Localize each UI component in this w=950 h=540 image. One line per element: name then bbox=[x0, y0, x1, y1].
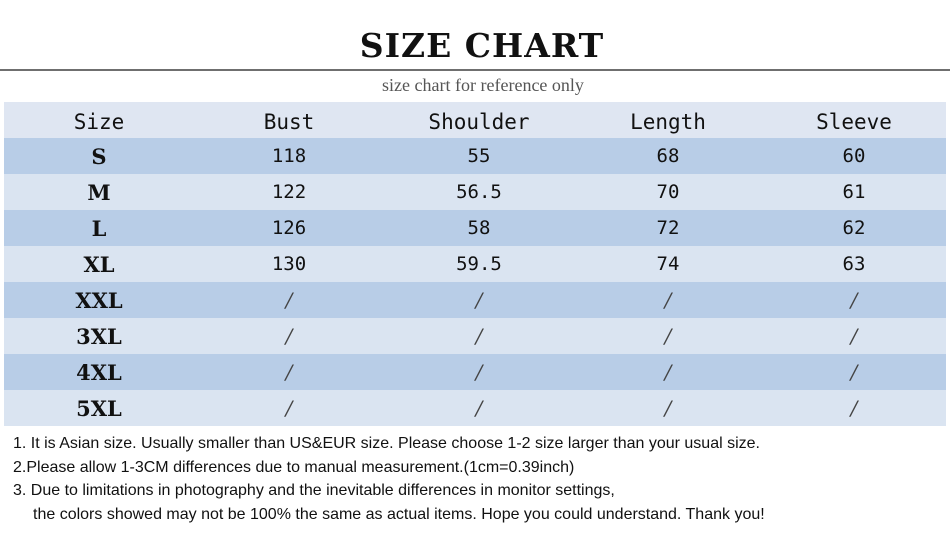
cell-length: / bbox=[664, 288, 672, 312]
table-body bbox=[4, 138, 946, 426]
cell-sleeve: 60 bbox=[842, 145, 866, 167]
table-row bbox=[4, 282, 946, 318]
table-row bbox=[4, 354, 946, 390]
cell-sleeve: / bbox=[850, 288, 858, 312]
cell-length: 72 bbox=[656, 217, 680, 239]
cell-length: 68 bbox=[656, 145, 680, 167]
cell-size: 3XL bbox=[76, 323, 122, 349]
table-header-row bbox=[4, 102, 946, 138]
cell-size: L bbox=[91, 215, 107, 241]
cell-size: M bbox=[87, 179, 111, 205]
cell-length: / bbox=[664, 396, 672, 420]
cell-size: 4XL bbox=[76, 359, 122, 385]
table-row bbox=[4, 246, 946, 282]
cell-size: XXL bbox=[75, 287, 123, 313]
cell-length: 70 bbox=[656, 181, 680, 203]
cell-size: 5XL bbox=[76, 395, 122, 421]
note-1: 1. It is Asian size. Usually smaller than US&EUR size. Please choose 1-2 size larger than your usual size. bbox=[13, 435, 760, 452]
column-header-shoulder: Shoulder bbox=[428, 110, 530, 134]
column-header-length: Length bbox=[630, 110, 706, 134]
cell-bust: / bbox=[285, 288, 293, 312]
column-header-sleeve: Sleeve bbox=[816, 110, 892, 134]
cell-length: 74 bbox=[656, 253, 680, 275]
cell-size: XL bbox=[83, 251, 115, 277]
table-row bbox=[4, 318, 946, 354]
cell-bust: 126 bbox=[271, 217, 307, 239]
cell-shoulder: / bbox=[475, 324, 483, 348]
cell-sleeve: / bbox=[850, 324, 858, 348]
cell-sleeve: 62 bbox=[842, 217, 866, 239]
page-subtitle: size chart for reference only bbox=[382, 75, 584, 95]
title-divider bbox=[0, 69, 950, 71]
table-row bbox=[4, 174, 946, 210]
column-header-bust: Bust bbox=[263, 110, 315, 134]
cell-bust: / bbox=[285, 324, 293, 348]
table-row bbox=[4, 210, 946, 246]
size-notes bbox=[13, 432, 943, 526]
column-header-size: Size bbox=[73, 110, 125, 134]
cell-shoulder: 58 bbox=[467, 217, 491, 239]
cell-size: S bbox=[91, 143, 107, 169]
table-row bbox=[4, 138, 946, 174]
cell-bust: 130 bbox=[271, 253, 307, 275]
cell-shoulder: 55 bbox=[467, 145, 491, 167]
cell-shoulder: / bbox=[475, 396, 483, 420]
page-title: SIZE CHART bbox=[359, 26, 605, 65]
cell-bust: 122 bbox=[271, 181, 307, 203]
cell-sleeve: 61 bbox=[842, 181, 866, 203]
cell-length: / bbox=[664, 324, 672, 348]
cell-sleeve: 63 bbox=[842, 253, 866, 275]
cell-bust: / bbox=[285, 360, 293, 384]
cell-sleeve: / bbox=[850, 360, 858, 384]
cell-shoulder: / bbox=[475, 360, 483, 384]
cell-sleeve: / bbox=[850, 396, 858, 420]
cell-length: / bbox=[664, 360, 672, 384]
note-3: 3. Due to limitations in photography and the inevitable differences in monitor settings, bbox=[13, 482, 615, 499]
size-table bbox=[4, 102, 946, 426]
note-2: 2.Please allow 1-3CM differences due to manual measurement.(1cm=0.39inch) bbox=[13, 458, 575, 476]
cell-shoulder: 59.5 bbox=[456, 253, 502, 275]
table-row bbox=[4, 390, 946, 426]
cell-shoulder: 56.5 bbox=[456, 181, 502, 203]
cell-bust: / bbox=[285, 396, 293, 420]
note-3-continued: the colors showed may not be 100% the same as actual items. Hope you could understand. Thank you! bbox=[33, 505, 765, 523]
cell-shoulder: / bbox=[475, 288, 483, 312]
cell-bust: 118 bbox=[271, 145, 307, 167]
